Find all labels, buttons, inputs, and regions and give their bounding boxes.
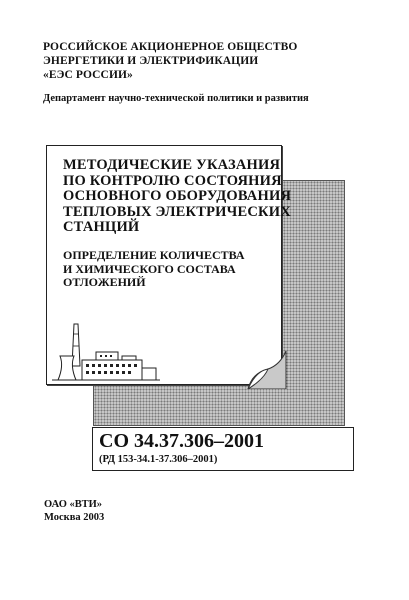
department-line: Департамент научно-технической политики и развития xyxy=(43,93,309,104)
document-code-alternate: (РД 153-34.1-37.306–2001) xyxy=(99,454,218,465)
subtitle-line-1: ОПРЕДЕЛЕНИЕ КОЛИЧЕСТВА xyxy=(63,248,245,262)
publisher-name: ОАО «ВТИ» xyxy=(44,499,103,510)
title-line-2: ПО КОНТРОЛЮ СОСТОЯНИЯ xyxy=(63,172,282,189)
page-curl-icon xyxy=(246,349,288,389)
publisher-block xyxy=(44,498,104,524)
subtitle-line-2: И ХИМИЧЕСКОГО СОСТАВА xyxy=(63,261,236,276)
publisher-city-year: Москва 2003 xyxy=(44,512,105,523)
title-line-3: ОСНОВНОГО ОБОРУДОВАНИЯ xyxy=(63,188,292,204)
subtitle-line-3: ОТЛОЖЕНИЙ xyxy=(63,275,146,289)
organization-header xyxy=(43,40,297,82)
organization-line-3: «ЕЭС РОССИИ» xyxy=(43,69,133,81)
power-plant-icon xyxy=(52,322,160,382)
title-line-4: ТЕПЛОВЫХ ЭЛЕКТРИЧЕСКИХ xyxy=(63,203,291,220)
title-line-5: СТАНЦИЙ xyxy=(63,219,140,235)
title-line-1: МЕТОДИЧЕСКИЕ УКАЗАНИЯ xyxy=(63,157,281,173)
document-code-box xyxy=(92,427,354,471)
organization-line-2: ЭНЕРГЕТИКИ И ЭЛЕКТРИФИКАЦИИ xyxy=(43,55,259,67)
organization-line-1: РОССИЙСКОЕ АКЦИОНЕРНОЕ ОБЩЕСТВО xyxy=(43,41,298,53)
document-code: СО 34.37.306–2001 xyxy=(99,430,264,452)
document-title xyxy=(63,157,292,236)
document-subtitle xyxy=(63,249,245,290)
